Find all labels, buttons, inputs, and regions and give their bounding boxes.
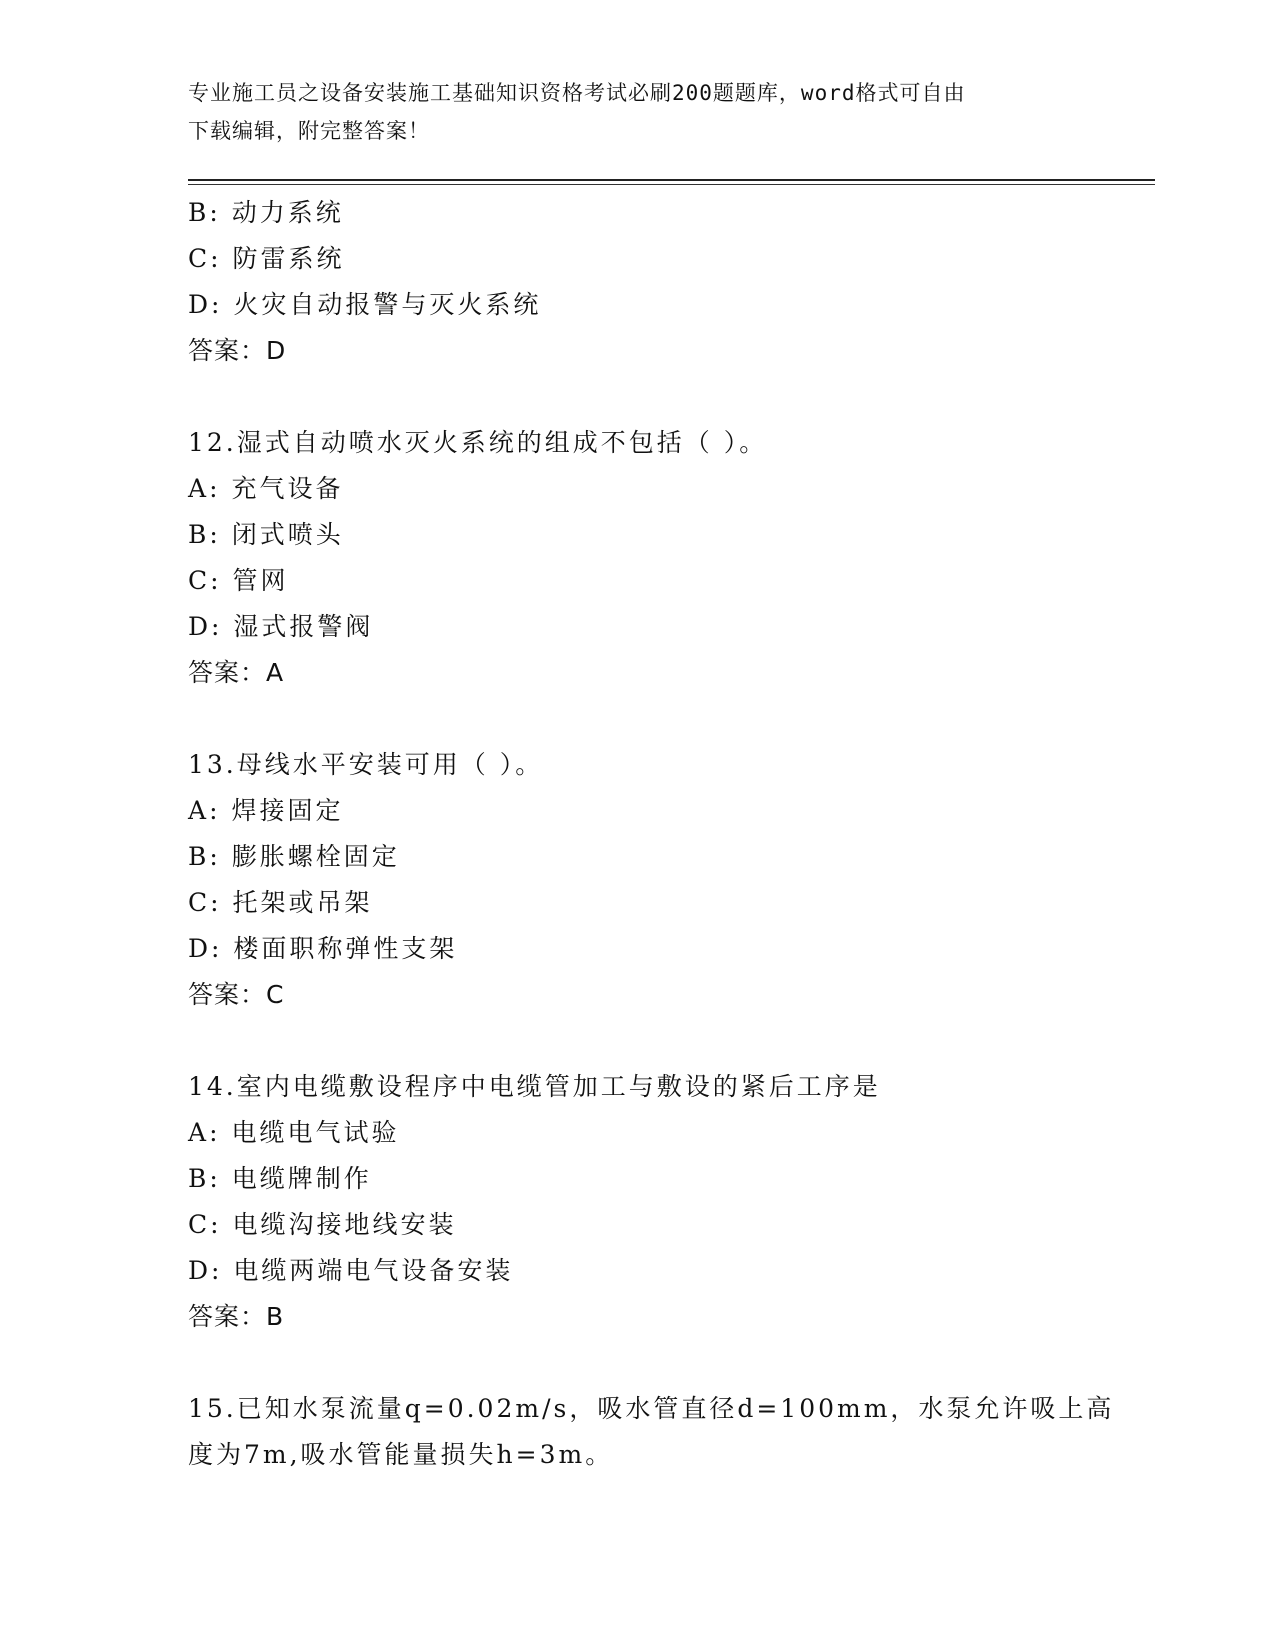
answer-line: 答案：B [188,1302,285,1331]
header-divider-thick [188,179,1155,181]
question-stem: 14.室内电缆敷设程序中电缆管加工与敷设的紧后工序是 [188,1072,881,1101]
question-stem: 12.湿式自动喷水灭火系统的组成不包括（ ）。 [188,428,768,457]
question-content [188,190,1138,1478]
option-b: B: 电缆牌制作 [188,1164,372,1193]
question-stem: 13.母线水平安装可用（ ）。 [188,750,544,779]
header-divider-thin [188,184,1155,185]
option-c: C: 电缆沟接地线安装 [188,1210,457,1239]
option-c: C: 托架或吊架 [188,888,373,917]
question-14 [188,1064,1138,1340]
option-b: B: 动力系统 [188,198,344,227]
header-line-1: 专业施工员之设备安装施工基础知识资格考试必刷200题题库，word格式可自由 [188,81,966,105]
option-c: C: 管网 [188,566,289,595]
answer-line: 答案：D [188,336,287,365]
option-d: D: 火灾自动报警与灭火系统 [188,290,542,319]
option-a: A: 电缆电气试验 [188,1118,400,1147]
question-11-tail [188,190,1138,374]
option-d: D: 湿式报警阀 [188,612,374,641]
question-stem-line-2: 度为7m,吸水管能量损失h=3m。 [188,1440,614,1469]
option-b: B: 膨胀螺栓固定 [188,842,400,871]
question-13 [188,742,1138,1018]
question-12 [188,420,1138,696]
answer-line: 答案：C [188,980,285,1009]
header-line-2: 下载编辑，附完整答案！ [188,119,430,143]
option-a: A: 焊接固定 [188,796,344,825]
question-15 [188,1386,1138,1478]
option-d: D: 楼面职称弹性支架 [188,934,458,963]
answer-line: 答案：A [188,658,285,687]
option-d: D: 电缆两端电气设备安装 [188,1256,514,1285]
option-c: C: 防雷系统 [188,244,345,273]
option-b: B: 闭式喷头 [188,520,344,549]
question-stem-line-1: 15.已知水泵流量q=0.02m/s，吸水管直径d=100mm，水泵允许吸上高 [188,1394,1115,1423]
document-header [188,74,1088,150]
option-a: A: 充气设备 [188,474,344,503]
